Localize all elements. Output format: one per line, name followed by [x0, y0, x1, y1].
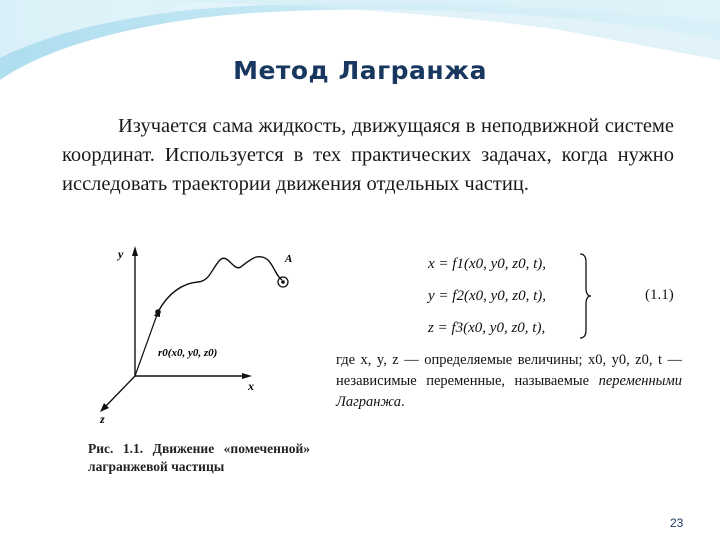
caption-text: Движение «помеченной» лагранжевой частицы	[88, 441, 310, 474]
point-a-label: A	[285, 253, 293, 265]
radius-vector	[135, 312, 158, 376]
x-axis-label: x	[248, 379, 254, 393]
caption-label: Рис. 1.1.	[88, 441, 144, 456]
equation-z: z = f3(x0, y0, z0, t),	[428, 320, 546, 336]
variables-description	[336, 350, 682, 413]
description-text: где x, y, z — определяемые величины; x0, y0, z0, t — независимые переменные, называемые	[336, 352, 682, 389]
equation-y: y = f2(x0, y0, z0, t),	[428, 288, 547, 304]
equation-x: x = f1(x0, y0, z0, t),	[428, 256, 547, 272]
slide-title: Метод Лагранжа	[233, 56, 487, 85]
equation-number: (1.1)	[645, 287, 674, 303]
y-axis-label: y	[118, 247, 124, 261]
equation-system	[428, 248, 546, 344]
trajectory-curve	[158, 257, 282, 312]
page-number: 23	[670, 516, 684, 530]
z-axis-label: z	[100, 412, 105, 426]
start-point	[155, 309, 161, 315]
description-end: .	[400, 394, 405, 410]
figure-caption	[88, 440, 310, 476]
start-point-label: r0(x0, y0, z0)	[158, 347, 218, 359]
lagrange-variables-term: переменными Лагранжа	[336, 373, 682, 410]
intro-paragraph: Изучается сама жидкость, движущаяся в неподвижной системе координат. Используется в тех практических задачах, когда нужно исследовать траектории движения отдельных частиц.	[62, 115, 674, 195]
z-axis	[104, 376, 135, 408]
right-brace	[578, 252, 592, 340]
